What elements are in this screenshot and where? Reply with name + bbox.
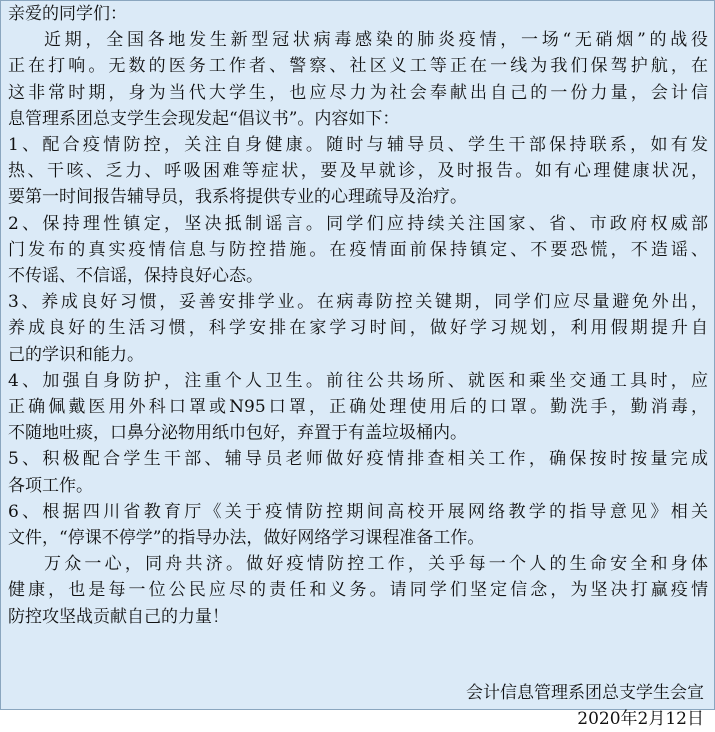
paragraph-line: 2、保持理性镇定，坚决抵制谣言。同学们应持续关注国家、省、市政府权威部 — [8, 213, 708, 234]
paragraph-line: 4、加强自身防护，注重个人卫生。前往公共场所、就医和乘坐交通工具时，应 — [8, 370, 708, 391]
paragraph-line: 近期，全国各地发生新型冠状病毒感染的肺炎疫情，一场“无硝烟”的战役 — [44, 30, 708, 51]
paragraph — [8, 551, 708, 630]
paragraph-line: 不随地吐痰，口鼻分泌物用纸巾包好，弃置于有盖垃圾桶内。 — [8, 423, 467, 444]
paragraph-line: 这非常时期，身为当代大学生，也应尽力为社会奉献出自己的一份力量，会计信 — [8, 82, 708, 103]
paragraph-line: 各项工作。 — [8, 475, 93, 496]
paragraph-line: 1、配合疫情防控，关注自身健康。随时与辅导员、学生干部保持联系，如有发 — [8, 135, 708, 156]
signature-spacer — [8, 630, 708, 680]
paragraph-line: 6、根据四川省教育厅《关于疫情防控期间高校开展网络教学的指导意见》相关 — [8, 501, 708, 522]
paragraph-line: 热、干咳、乏力、呼吸困难等症状，要及早就诊，及时报告。如有心理健康状况， — [8, 161, 708, 182]
paragraph-line: 正确佩戴医用外科口罩或N95口罩，正确处理使用后的口罩。勤洗手，勤消毒， — [8, 397, 708, 418]
paragraph — [8, 499, 708, 551]
paragraph-line: 3、养成良好习惯，妥善安排学业。在病毒防控关键期，同学们应尽量避免外出， — [8, 292, 708, 313]
signature: 会计信息管理系团总支学生会宣 — [466, 682, 704, 703]
paragraph-line: 息管理系团总支学生会现发起“倡议书”。内容如下： — [8, 108, 400, 129]
paragraph-line: 万众一心，同舟共济。做好疫情防控工作，关乎每一个人的生命安全和身体 — [44, 554, 708, 575]
paragraph-line: 不传谣、不信谣，保持良好心态。 — [8, 266, 263, 287]
letter-body — [8, 27, 708, 630]
paragraph-line: 门发布的真实疫情信息与防控措施。在疫情面前保持镇定、不要恐慌，不造谣、 — [8, 239, 708, 260]
greeting: 亲爱的同学们： — [8, 4, 127, 24]
paragraph-line: 养成良好的生活习惯，科学安排在家学习时间，做好学习规划，利用假期提升自 — [8, 318, 708, 339]
paragraph — [8, 27, 708, 132]
paragraph — [8, 446, 708, 498]
paragraph — [8, 368, 708, 447]
paragraph — [8, 289, 708, 368]
paragraph-line: 正在打响。无数的医务工作者、警察、社区义工等正在一线为我们保驾护航，在 — [8, 56, 708, 77]
paragraph — [8, 211, 708, 290]
date: 2020年2月12日 — [577, 709, 704, 730]
paragraph-line: 健康，也是每一位公民应尽的责任和义务。请同学们坚定信念，为坚决打赢疫情 — [8, 580, 708, 601]
paragraph-line: 5、积极配合学生干部、辅导员老师做好疫情排查相关工作，确保按时按量完成 — [8, 449, 708, 470]
paragraph-line: 防控攻坚战贡献自己的力量！ — [8, 606, 229, 627]
paragraph-line: 己的学识和能力。 — [8, 344, 144, 365]
paragraph — [8, 132, 708, 211]
paragraph-line: 要第一时间报告辅导员，我系将提供专业的心理疏导及治疗。 — [8, 187, 467, 208]
paragraph-line: 文件，“停课不停学”的指导办法，做好网络学习课程准备工作。 — [8, 528, 485, 549]
